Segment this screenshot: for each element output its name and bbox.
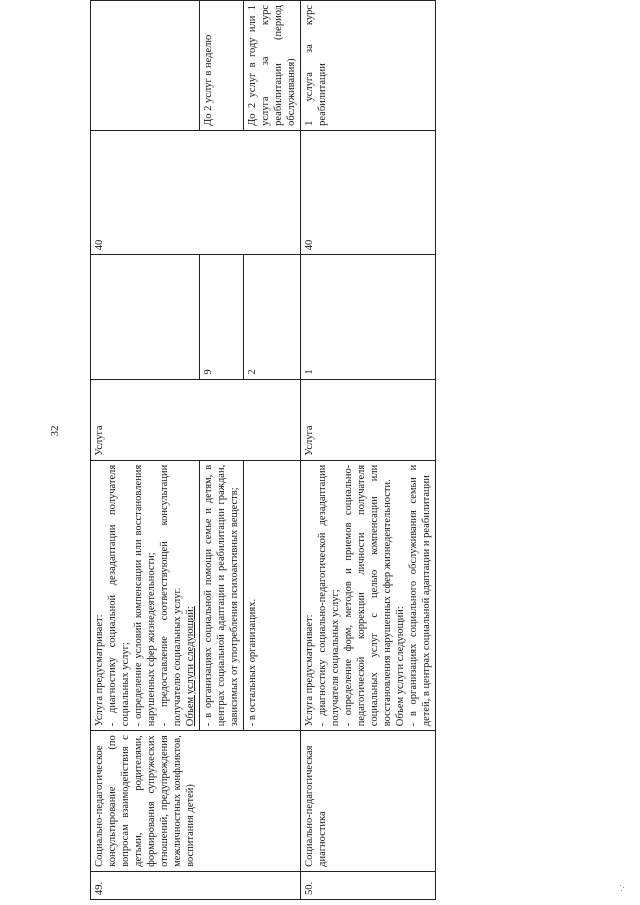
service-description: Услуга предусматривает: - диагностику социальной дезадаптации получателя социальных услуг; - определение условий компенсации или восстановления нарушенных сфер жизнедеятельности; - предоставление соответствующей консультации получателю социальных услуг. Объем услуги следующий: <box>91 460 200 730</box>
row-number: 49. <box>91 871 301 899</box>
service-unit: Услуга <box>91 379 301 460</box>
services-table <box>90 0 436 900</box>
service-description: Услуга предусматривает: - диагностику социально-педагогической дезадаптации получателя социальных услуг; - определение форм, методов и приемов социально-педагогической коррекции личности получателя социальных услуг с целью компенсации или восстановления нарушенных сфер жизнедеятельности. Объем услуги следующий: - в организациях социального обслуживания семьи и детей, в центрах социальной адаптации и реабилитации <box>301 460 436 730</box>
rotated-page <box>90 0 640 900</box>
service-frequency: До 2 услуг в неделю <box>200 1 244 131</box>
service-count: 1 <box>301 255 436 379</box>
service-count: 9 <box>200 255 244 379</box>
service-frequency: 1 услуга за курс реабилитации <box>301 1 436 131</box>
service-count <box>91 255 200 379</box>
service-unit: Услуга <box>301 379 436 460</box>
scan-speckle <box>620 885 626 891</box>
service-name: Социально-педагогическая диагностика <box>301 731 436 872</box>
service-name: Социально-педагогическое консультирование (по вопросам взаимодействия с детьми, родителями, формирования супружеских отношений, предупреждения межличностных конфликтов, воспитания детей) <box>91 731 301 872</box>
table-row <box>91 1 200 900</box>
service-description-sub: - в организациях социальной помощи семье и детям, в центрах социальной адаптации и реабилитации граждан, зависимых от употребления психоактивных веществ; <box>200 460 244 730</box>
service-frequency: До 2 услуг в году или 1 услуга за курс реабилитации (период обслуживания) <box>244 1 301 131</box>
table-row <box>301 1 436 900</box>
service-time: 40 <box>301 130 436 254</box>
document-sheet <box>90 0 640 900</box>
service-time: 40 <box>91 130 301 254</box>
service-frequency <box>91 1 200 131</box>
service-count: 2 <box>244 255 301 379</box>
row-number: 50. <box>301 871 436 899</box>
page-number: 32 <box>49 425 61 437</box>
service-description-sub: - в остальных организациях. <box>244 460 301 730</box>
